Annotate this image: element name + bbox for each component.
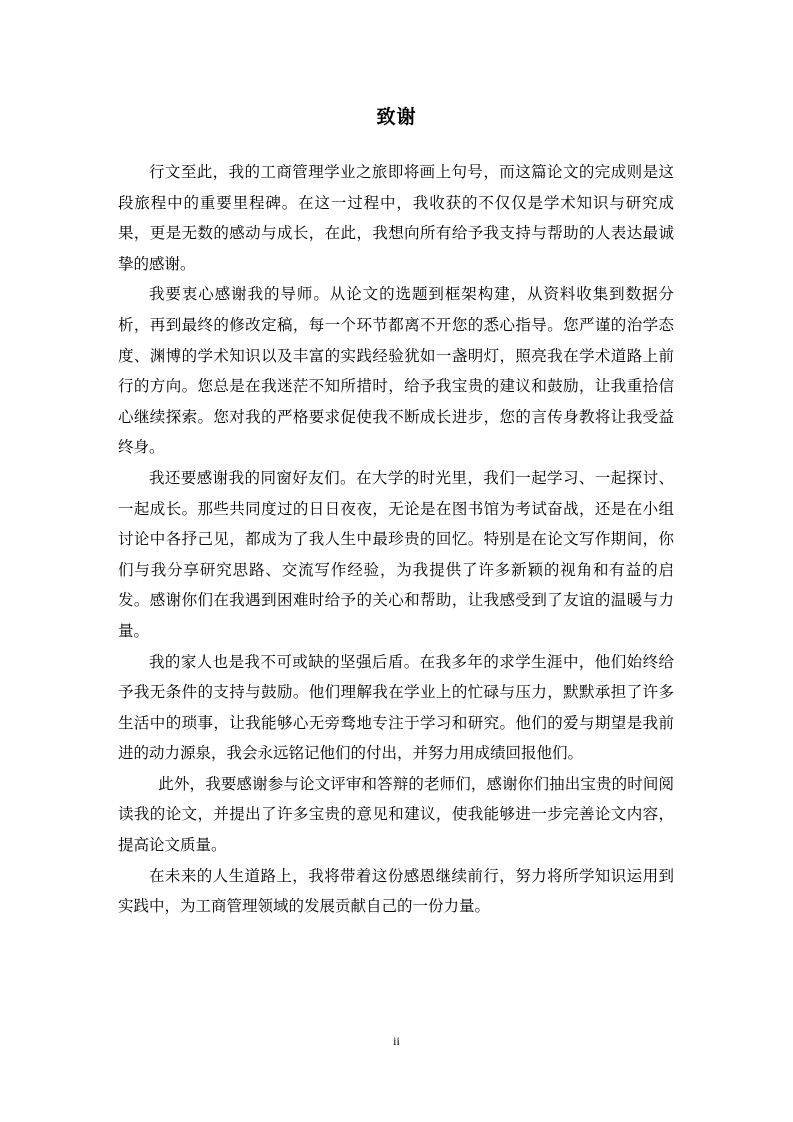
paragraph-advisor: 我要衷心感谢我的导师。从论文的选题到框架构建，从资料收集到数据分析，再到最终的修改定稿，每一个环节都离不开您的悉心指导。您严谨的治学态度、渊博的学术知识以及丰富的实践经验犹如一盏明灯，照亮我在学术道路上前行的方向。您总是在我迷茫不知所措时，给予我宝贵的建议和鼓励，让我重拾信心继续探索。您对我的严格要求促使我不断成长进步，您的言传身教将让我受益终身。 (118, 285, 674, 457)
paragraph-reviewers: 此外，我要感谢参与论文评审和答辩的老师们，感谢你们抽出宝贵的时间阅读我的论文，并提出了许多宝贵的意见和建议，使我能够进一步完善论文内容，提高论文质量。 (118, 774, 674, 855)
paragraph-family: 我的家人也是我不可或缺的坚强后盾。在我多年的求学生涯中，他们始终给予我无条件的支持与鼓励。他们理解我在学业上的忙碌与压力，默默承担了许多生活中的琐事，让我能够心无旁骛地专注于学习和研究。他们的爱与期望是我前进的动力源泉，我会永远铭记他们的付出，并努力用成绩回报他们。 (118, 652, 674, 763)
paragraph-intro: 行文至此，我的工商管理学业之旅即将画上句号，而这篇论文的完成则是这段旅程中的重要里程碑。在这一过程中，我收获的不仅仅是学术知识与研究成果，更是无数的感动与成长，在此，我想向所有给予我支持与帮助的人表达最诚挚的感谢。 (118, 163, 674, 273)
page-number: ii (393, 1034, 400, 1048)
body-text (118, 157, 674, 922)
paragraph-classmates: 我还要感谢我的同窗好友们。在大学的时光里，我们一起学习、一起探讨、一起成长。那些共同度过的日日夜夜，无论是在图书馆为考试奋战，还是在小组讨论中各抒己见，都成为了我人生中最珍贵的回忆。特别是在论文写作期间，你们与我分享研究思路、交流写作经验，为我提供了许多新颖的视角和有益的启发。感谢你们在我遇到困难时给予的关心和帮助，让我感受到了友谊的温暖与力量。 (118, 468, 674, 640)
page-title: 致谢 (376, 106, 417, 128)
paragraph-closing: 在未来的人生道路上，我将带着这份感恩继续前行，努力将所学知识运用到实践中，为工商管理领域的发展贡献自己的一份力量。 (118, 866, 674, 916)
